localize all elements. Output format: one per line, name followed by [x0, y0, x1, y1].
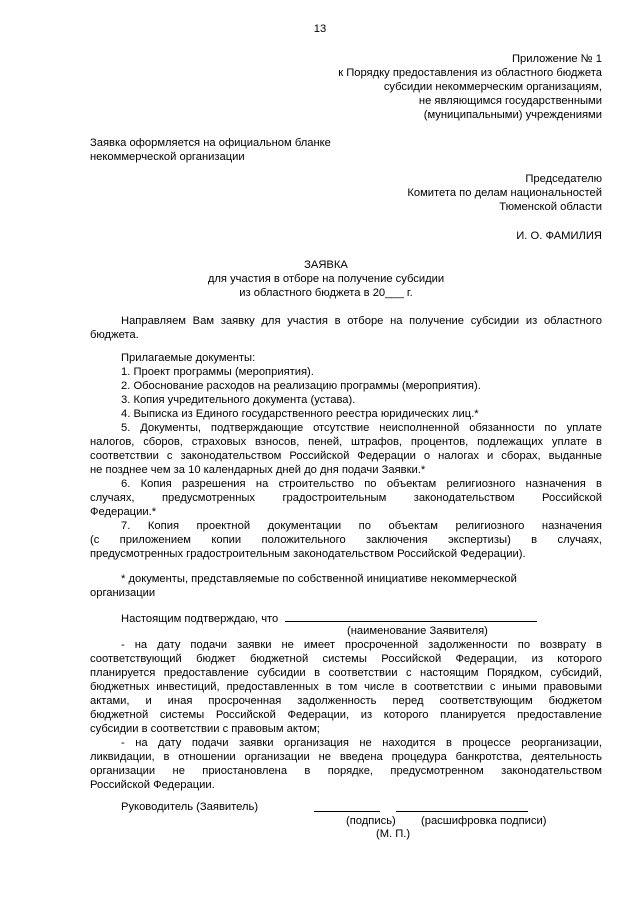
footnote-line: организации — [90, 587, 156, 599]
list-item-line: случаях, предусмотренных градостроительным законодательством Российской — [90, 492, 602, 504]
addressee-name: И. О. ФАМИЛИЯ — [516, 230, 602, 242]
stamp-caption: (М. П.) — [376, 828, 411, 840]
signer-role: Руководитель (Заявитель) — [121, 801, 259, 813]
page-number: 13 — [313, 23, 327, 35]
text-line: субсидии в соответствии с правовым актом; — [90, 723, 320, 735]
text-line: актами, и иная просроченная задолженность перед соответствующим бюджетом — [90, 695, 602, 707]
list-item: 3. Копия учредительного документа (устава). — [121, 394, 356, 406]
list-item: 7. Копия проектной документации по объектам религиозного назначения — [121, 520, 602, 532]
note-line: некоммерческой организации — [90, 151, 245, 163]
text-line: организации не приостановлена в порядке, предусмотренном законодательством — [90, 765, 602, 777]
text-line: бюджетной системы Российской Федерации, из которого планируется предоставление — [90, 709, 602, 721]
list-item: 4. Выписка из Единого государственного реестра юридических лиц.* — [121, 408, 479, 420]
title-line: из областного бюджета в 20___ г. — [239, 287, 413, 299]
note-line: Заявка оформляется на официальном бланке — [90, 137, 331, 149]
list-item: 2. Обоснование расходов на реализацию программы (мероприятия). — [121, 380, 481, 392]
title-line: для участия в отборе на получение субсидии — [207, 273, 445, 285]
signature-decode-line[interactable] — [396, 811, 528, 812]
text-line: бюджетных инвестиций, предоставленных в том числе в соответствии с иными правовыми — [90, 681, 602, 693]
list-item-line: Федерации.* — [90, 506, 157, 518]
list-item: 6. Копия разрешения на строительство по объектам религиозного назначения в — [121, 478, 602, 490]
signature-line[interactable] — [314, 811, 380, 812]
text-line: - на дату подачи заявки не имеет просроченной задолженности по возврату в — [121, 639, 602, 651]
text-line: Российской Федерации. — [90, 779, 215, 791]
text-line: планируется предоставление субсидии в соответствии с настоящим Порядком, субсидий, — [90, 667, 602, 679]
text-line: соответствующий бюджет бюджетной системы Российской Федерации, из которого — [90, 653, 602, 665]
confirm-prefix-text: Настоящим подтверждаю, что — [121, 613, 279, 625]
appendix-line: к Порядку предоставления из областного бюджета — [338, 67, 602, 79]
addressee-line: Тюменской области — [499, 201, 602, 213]
list-item-line: соответствии с законодательством Российской Федерации о налогах и сборах, выданные — [90, 450, 602, 462]
appendix-line: субсидии некоммерческим организациям, — [383, 81, 602, 93]
list-item: 5. Документы, подтверждающие отсутствие неисполненной обязанности по уплате — [121, 422, 602, 434]
appendix-line: не являющимся государственными — [418, 95, 602, 107]
list-item-line: налогов, сборов, страховых взносов, пеней, штрафов, процентов, подлежащих уплате в — [90, 436, 602, 448]
list-item-line: предусмотренных градостроительным законодательством Российской Федерации). — [90, 548, 526, 560]
addressee-line: Председателю — [525, 173, 602, 185]
signature-caption: (подпись) — [346, 815, 396, 827]
applicant-name-caption: (наименование Заявителя) — [347, 625, 488, 637]
text-line: ликвидации, в отношении организации не введена процедура банкротства, деятельность — [90, 751, 602, 763]
addressee-line: Комитета по делам национальностей — [407, 187, 602, 199]
signature-decode-caption: (расшифровка подписи) — [421, 815, 547, 827]
text-line: - на дату подачи заявки организация не находится в процессе реорганизации, — [121, 737, 602, 749]
list-item-line: не позднее чем за 10 календарных дней до дня подачи Заявки.* — [90, 464, 426, 476]
appendix-line: (муниципальными) учреждениями — [423, 109, 602, 121]
appendix-line: Приложение № 1 — [511, 53, 602, 65]
footnote-line: * документы, представляемые по собственной инициативе некоммерческой — [121, 573, 517, 585]
applicant-name-line[interactable] — [285, 610, 537, 622]
text-line: Направляем Вам заявку для участия в отборе на получение субсидии из областного — [121, 315, 602, 327]
documents-heading: Прилагаемые документы: — [121, 352, 256, 364]
text-line: бюджета. — [90, 329, 139, 341]
title-heading: ЗАЯВКА — [304, 259, 348, 271]
list-item-line: (с приложением копии положительного заключения экспертизы) в случаях, — [90, 534, 602, 546]
list-item: 1. Проект программы (мероприятия). — [121, 366, 314, 378]
